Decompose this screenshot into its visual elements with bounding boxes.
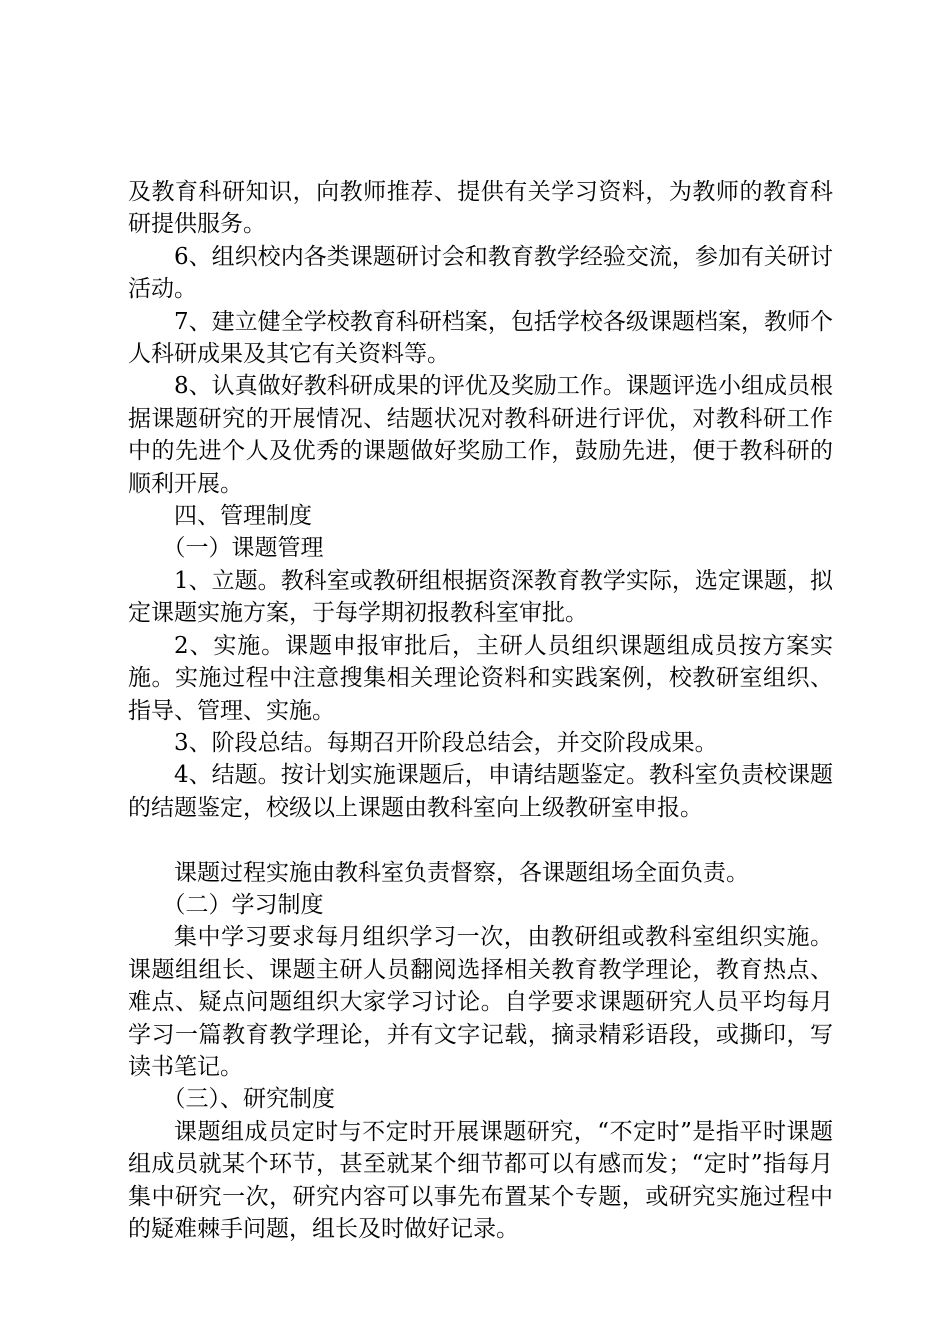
paragraph-item-6: 6、组织校内各类课题研讨会和教育教学经验交流，参加有关研讨活动。 — [128, 243, 833, 303]
paragraph-item-8: 8、认真做好教科研成果的评优及奖励工作。课题评选小组成员根据课题研究的开展情况、结题状况对教科研进行评优，对教科研工作中的先进个人及优秀的课题做好奖励工作，鼓励先进，便于教科研的顺利开展。 — [128, 373, 833, 497]
paragraph-research-system: 课题组成员定时与不定时开展课题研究，“不定时”是指平时课题组成员就某个环节，甚至就某个细节都可以有感而发；“定时”指每月集中研究一次，研究内容可以事先布置某个专题，或研究实施过程中的疑难棘手问题，组长及时做好记录。 — [128, 1118, 833, 1242]
subsection-heading-project-management: （一）课题管理 — [162, 535, 324, 562]
paragraph-supervision: 课题过程实施由教科室负责督察，各课题组场全面负责。 — [174, 859, 749, 886]
paragraph-study-system: 集中学习要求每月组织学习一次，由教研组或教科室组织实施。课题组组长、课题主研人员翻阅选择相关教育教学理论，教育热点、难点、疑点问题组织大家学习讨论。自学要求课题研究人员平均每月学习一篇教育教学理论，并有文字记载，摘录精彩语段，或撕印，写读书笔记。 — [128, 924, 833, 1080]
paragraph-project-step-3: 3、阶段总结。每期召开阶段总结会，并交阶段成果。 — [174, 729, 718, 756]
paragraph-continuation: 及教育科研知识，向教师推荐、提供有关学习资料，为教师的教育科研提供服务。 — [128, 179, 833, 238]
subsection-heading-study-system: （二）学习制度 — [162, 891, 324, 918]
paragraph-project-step-2: 2、实施。课题申报审批后，主研人员组织课题组成员按方案实施。实施过程中注意搜集相关理论资料和实践案例，校教研室组织、指导、管理、实施。 — [128, 632, 833, 724]
document-page — [128, 176, 833, 1245]
section-heading-management: 四、管理制度 — [174, 503, 312, 530]
blank-line — [128, 824, 833, 856]
paragraph-project-step-1: 1、立题。教科室或教研组根据资深教育教学实际，选定课题，拟定课题实施方案，于每学期初报教科室审批。 — [128, 567, 833, 627]
paragraph-project-step-4: 4、结题。按计划实施课题后，申请结题鉴定。教科室负责校课题的结题鉴定，校级以上课题由教科室向上级教研室申报。 — [128, 762, 833, 821]
subsection-heading-research-system: （三）、研究制度 — [162, 1086, 335, 1113]
paragraph-item-7: 7、建立健全学校教育科研档案，包括学校各级课题档案，教师个人科研成果及其它有关资料等。 — [128, 308, 833, 368]
